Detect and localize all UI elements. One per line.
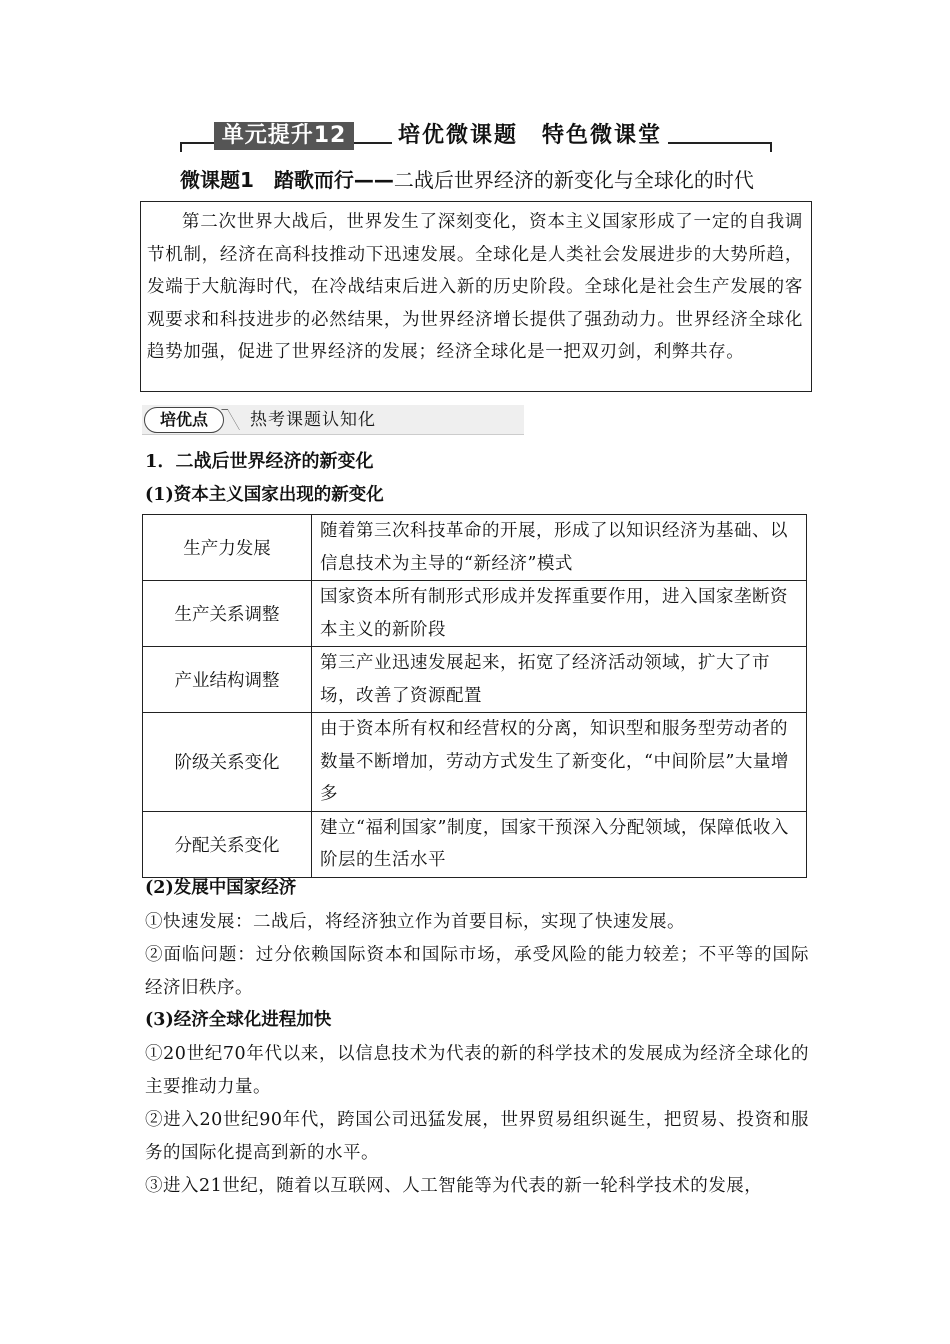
list-item: ③进入21世纪，随着以互联网、人工智能等为代表的新一轮科学技术的发展， [145,1176,763,1196]
tag-badge: 培优点 [144,407,224,433]
table-row [143,515,807,581]
subsection-heading: (1)资本主义国家出现的新变化 [145,485,384,505]
table-cell-key: 阶级关系变化 [143,713,312,812]
intro-box: 第二次世界大战后，世界发生了深刻变化，资本主义国家形成了一定的自我调节机制，经济在高科技推动下迅速发展。全球化是人类社会发展进步的大势所趋，发端于大航海时代，在冷战结束后进入新的历史阶段。全球化是社会生产发展的客观要求和科技进步的必然结果，为世界经济增长提供了强劲动力。世界经济全球化趋势加强，促进了世界经济的发展；经济全球化是一把双刃剑，利弊共存。 [140,201,812,392]
table-row [143,713,807,812]
table-cell-key: 分配关系变化 [143,811,312,877]
list-item: ①20世纪70年代以来，以信息技术为代表的新的科学技术的发展成为经济全球化的主要推动力量。 [145,1044,809,1097]
table-cell-value: 第三产业迅速发展起来，拓宽了经济活动领域，扩大了市场，改善了资源配置 [312,647,807,713]
banner-title: 培优微课题 特色微课堂 [392,122,668,150]
table-cell-value: 随着第三次科技革命的开展，形成了以知识经济为基础、以信息技术为主导的“新经济”模式 [312,515,807,581]
unit-badge: 单元提升12 [214,122,354,150]
section-heading: 1．二战后世界经济的新变化 [145,451,374,472]
table-cell-value: 由于资本所有权和经营权的分离，知识型和服务型劳动者的数量不断增加，劳动方式发生了新变化，“中间阶层”大量增多 [312,713,807,812]
table-row [143,647,807,713]
section-tag [142,405,524,435]
table-cell-key: 生产关系调整 [143,581,312,647]
subsection-heading: (3)经济全球化进程加快 [145,1010,332,1030]
table-row [143,581,807,647]
table-cell-key: 生产力发展 [143,515,312,581]
lesson-subtitle [180,166,780,194]
list-item: ②面临问题：过分依赖国际资本和国际市场，承受风险的能力较差；不平等的国际经济旧秩序。 [145,945,809,998]
unit-banner [180,122,772,152]
changes-table [142,514,807,878]
list-item: ②进入20世纪90年代，跨国公司迅猛发展，世界贸易组织诞生，把贸易、投资和服务的国际化提高到新的水平。 [145,1110,809,1163]
banner-rule-end [770,142,772,152]
subtitle-lead: 微课题1 踏歌而行—— [180,168,394,192]
banner-rule-end [180,142,182,152]
table-cell-value: 建立“福利国家”制度，国家干预深入分配领域，保障低收入阶层的生活水平 [312,811,807,877]
table-cell-value: 国家资本所有制形式形成并发挥重要作用，进入国家垄断资本主义的新阶段 [312,581,807,647]
subsection-heading: (2)发展中国家经济 [145,878,297,898]
tag-label: 热考课题认知化 [250,410,376,430]
subtitle-rest: 二战后世界经济的新变化与全球化的时代 [393,168,754,192]
table-row [143,811,807,877]
list-item: ①快速发展：二战后，将经济独立作为首要目标，实现了快速发展。 [145,912,685,932]
table-cell-key: 产业结构调整 [143,647,312,713]
